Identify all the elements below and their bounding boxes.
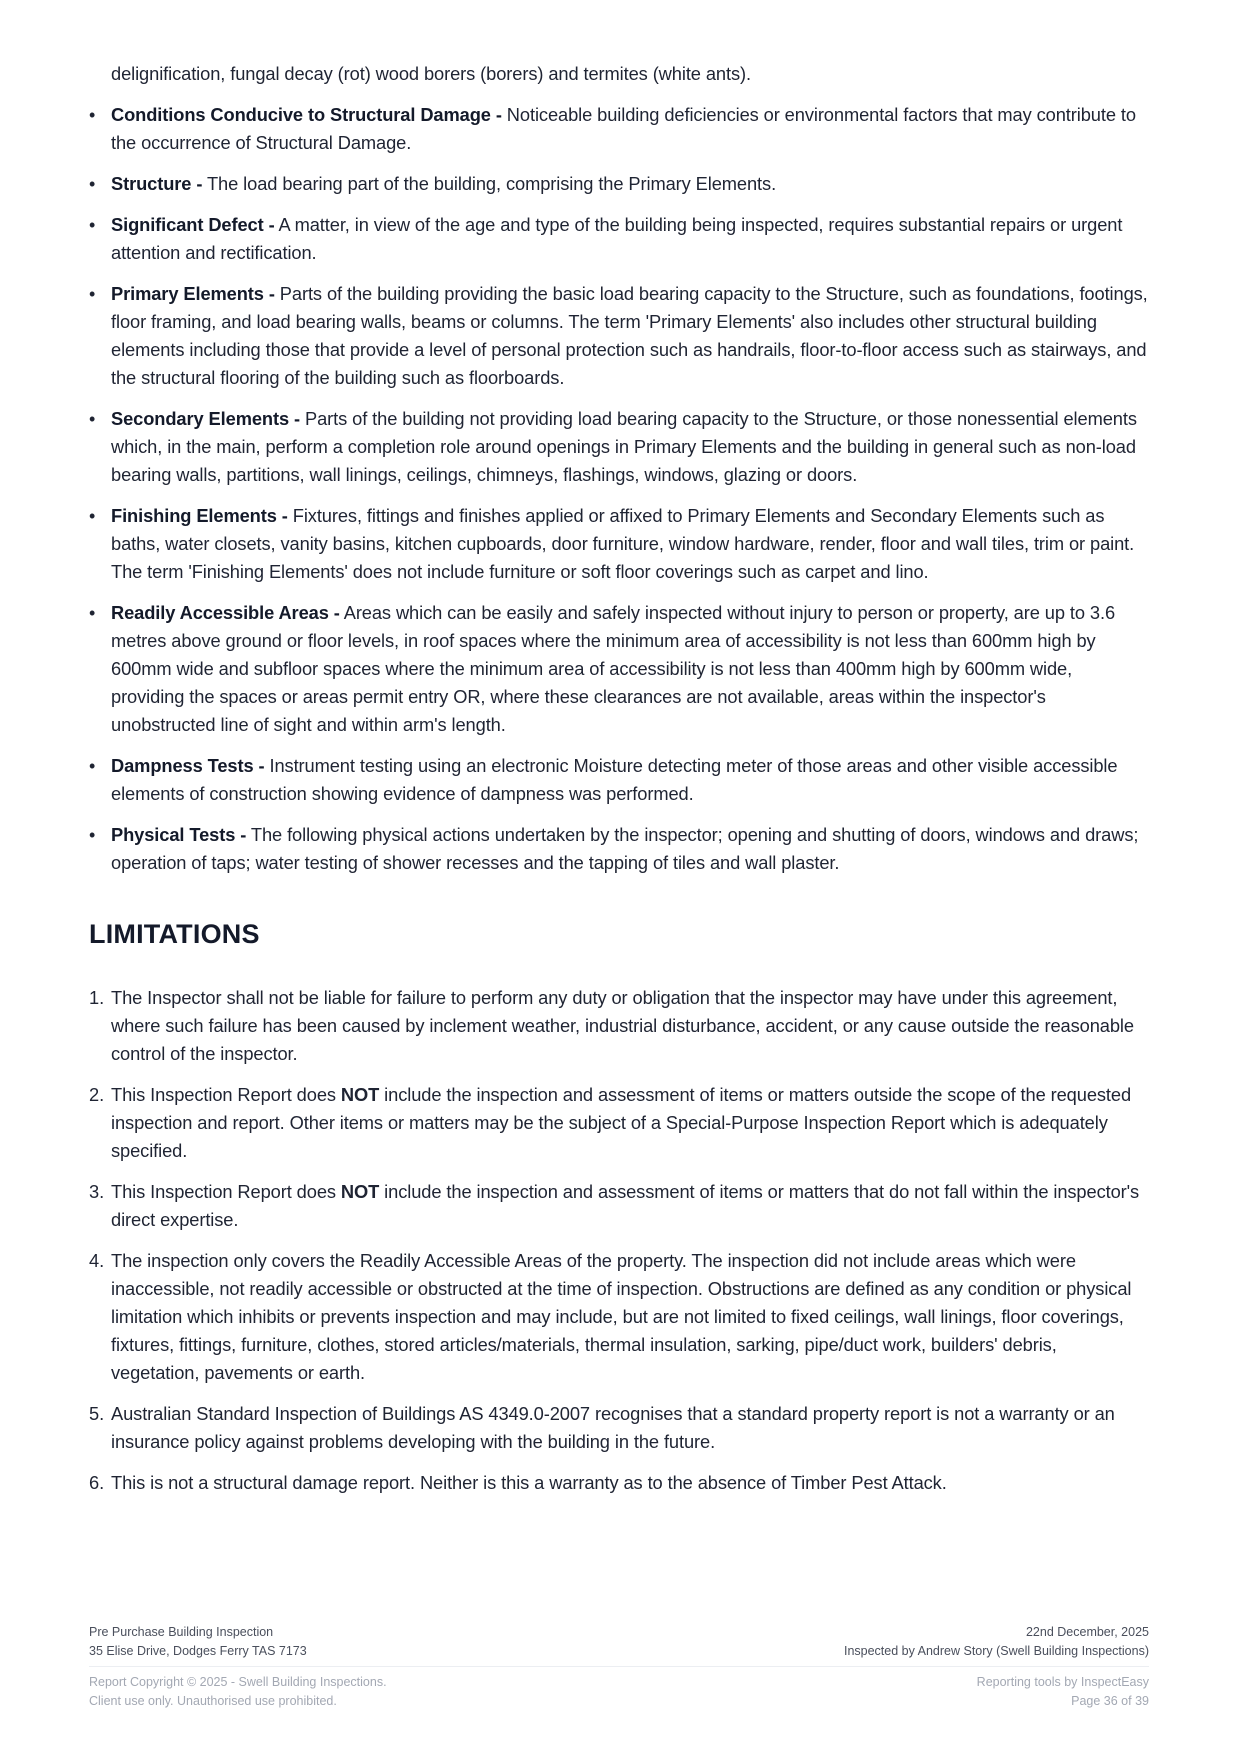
definition-term: Readily Accessible Areas -	[111, 602, 340, 623]
footer-usage-notice: Client use only. Unauthorised use prohibited.	[89, 1694, 337, 1708]
page-number: Page 36 of 39	[1071, 1694, 1149, 1708]
item-number: 2.	[89, 1084, 105, 1105]
item-number: 3.	[89, 1181, 105, 1202]
limitation-text: The inspection only covers the Readily Accessible Areas of the property. The inspection did not include areas which were inaccessible, not readily accessible or obstructed at the time of inspection. Obstructions are defined as any condition or physical limitation which inhibits or prevents inspection and may include, but are not limited to fixed ceilings, wall linings, floor coverings, fixtures, fittings, furniture, clothes, stored articles/materials, thermal insulation, sarking, pipe/duct work, builders' debris, vegetation, pavements or earth.	[111, 1250, 1132, 1383]
definition-item	[89, 502, 1149, 586]
limitation-text: This Inspection Report does	[111, 1181, 341, 1202]
limitation-text: The Inspector shall not be liable for failure to perform any duty or obligation that the inspector may have under this agreement, where such failure has been caused by inclement weather, industrial disturbance, accident, or any cause outside the reasonable control of the inspector.	[111, 987, 1134, 1064]
footer-report-type: Pre Purchase Building Inspection	[89, 1625, 274, 1639]
footer-address: 35 Elise Drive, Dodges Ferry TAS 7173	[89, 1644, 307, 1658]
limitations-heading: LIMITATIONS	[89, 919, 260, 949]
footer-inspector: Inspected by Andrew Story (Swell Building Inspections)	[843, 1644, 1149, 1658]
definition-term: Primary Elements -	[111, 283, 275, 304]
limitation-text: Australian Standard Inspection of Buildings AS 4349.0-2007 recognises that a standard property report is not a warranty or an insurance policy against problems developing with the building in the future.	[111, 1403, 1115, 1452]
definition-item	[89, 101, 1149, 157]
definition-text: Parts of the building not providing load bearing capacity to the Structure, or those nonessential elements which, in the main, perform a completion role around openings in Primary Elements and the building in general such as non-load bearing walls, partitions, wall linings, ceilings, chimneys, flashings, windows, glazing or doors.	[111, 408, 1137, 485]
item-number: 1.	[89, 987, 105, 1008]
limitation-item	[89, 1400, 1149, 1456]
limitation-text: This Inspection Report does	[111, 1084, 341, 1105]
limitation-item	[89, 1081, 1149, 1165]
footer-left-bottom	[89, 1673, 387, 1711]
bullet-icon: •	[89, 215, 96, 235]
definition-text: Areas which can be easily and safely inspected without injury to person or property, are up to 3.6 metres above ground or floor levels, in roof spaces where the minimum area of accessibility is not less than 600mm high by 600mm wide and subfloor spaces where the minimum area of accessibility is not less than 400mm high by 600mm wide, providing the spaces or areas permit entry OR, where these clearances are not available, areas within the inspector's unobstructed line of sight and within arm's length.	[111, 602, 1116, 735]
definition-text: A matter, in view of the age and type of the building being inspected, requires substantial repairs or urgent attention and rectification.	[111, 214, 1123, 263]
footer-divider	[89, 1666, 1149, 1667]
bullet-icon: •	[89, 409, 96, 429]
definition-term: Secondary Elements -	[111, 408, 301, 429]
bullet-icon: •	[89, 825, 96, 845]
definition-item	[89, 405, 1149, 489]
definition-term: Finishing Elements -	[111, 505, 288, 526]
bullet-icon: •	[89, 105, 96, 125]
limitation-item	[89, 1247, 1149, 1387]
bullet-icon: •	[89, 603, 96, 623]
footer-right-bottom	[977, 1673, 1149, 1711]
continued-definition-text: delignification, fungal decay (rot) wood borers (borers) and termites (white ants).	[111, 63, 751, 84]
footer-date: 22nd December, 2025	[1025, 1625, 1149, 1639]
footer-copyright: Report Copyright © 2025 - Swell Building Inspections.	[89, 1675, 387, 1689]
limitation-text-cont: include the inspection and assessment of items or matters outside the scope of the requested inspection and report. Other items or matters may be the subject of a Special-Purpose Inspection Report which is adequately specified.	[111, 1084, 1132, 1161]
definition-term: Significant Defect -	[111, 214, 275, 235]
emphasis-not: NOT	[340, 1084, 380, 1105]
definition-term: Physical Tests -	[111, 824, 247, 845]
limitation-item	[89, 1469, 1149, 1497]
footer-right-top	[844, 1623, 1149, 1661]
limitations-list	[89, 984, 1149, 1497]
definition-text: Fixtures, fittings and finishes applied or affixed to Primary Elements and Secondary Elements such as baths, water closets, vanity basins, kitchen cupboards, door furniture, window hardware, render, floor and wall tiles, trim or paint. The term 'Finishing Elements' does not include furniture or soft floor coverings such as carpet and lino.	[111, 505, 1135, 582]
limitation-item	[89, 984, 1149, 1068]
bullet-icon: •	[89, 506, 96, 526]
definition-text: Parts of the building providing the basic load bearing capacity to the Structure, such as foundations, footings, floor framing, and load bearing walls, beams or columns. The term 'Primary Elements' also includes other structural building elements including those that provide a level of personal protection such as handrails, floor-to-floor access such as stairways, and the structural flooring of the building such as floorboards.	[111, 283, 1148, 388]
item-number: 6.	[89, 1472, 105, 1493]
limitation-item	[89, 1178, 1149, 1234]
definition-text: Instrument testing using an electronic Moisture detecting meter of those areas and other visible accessible elements of construction showing evidence of dampness was performed.	[111, 755, 1118, 804]
definition-item	[89, 211, 1149, 267]
item-number: 5.	[89, 1403, 105, 1424]
definition-term: Conditions Conducive to Structural Damage -	[111, 104, 502, 125]
bullet-icon: •	[89, 174, 96, 194]
definitions-list	[89, 101, 1149, 877]
item-number: 4.	[89, 1250, 105, 1271]
definition-text: The load bearing part of the building, comprising the Primary Elements.	[202, 173, 777, 194]
limitation-text-cont: include the inspection and assessment of items or matters that do not fall within the inspector's direct expertise.	[111, 1181, 1140, 1230]
definition-item	[89, 821, 1149, 877]
definition-item	[89, 599, 1149, 739]
definition-term: Structure -	[111, 173, 203, 194]
footer-tools-credit: Reporting tools by InspectEasy	[976, 1675, 1149, 1689]
bullet-icon: •	[89, 756, 96, 776]
definition-text: Noticeable building deficiencies or environmental factors that may contribute to the occurrence of Structural Damage.	[111, 104, 1136, 153]
definition-term: Dampness Tests -	[111, 755, 265, 776]
definition-item	[89, 280, 1149, 392]
definition-item	[89, 752, 1149, 808]
footer-left-top	[89, 1623, 307, 1661]
definition-item	[89, 170, 1149, 198]
bullet-icon: •	[89, 284, 96, 304]
definition-text: The following physical actions undertaken by the inspector; opening and shutting of doors, windows and draws; operation of taps; water testing of shower recesses and the tapping of tiles and wall plaster.	[111, 824, 1139, 873]
emphasis-not: NOT	[340, 1181, 380, 1202]
limitation-text: This is not a structural damage report. Neither is this a warranty as to the absence of Timber Pest Attack.	[111, 1472, 947, 1493]
page-footer	[89, 1623, 1149, 1711]
page-content	[89, 60, 1149, 1510]
